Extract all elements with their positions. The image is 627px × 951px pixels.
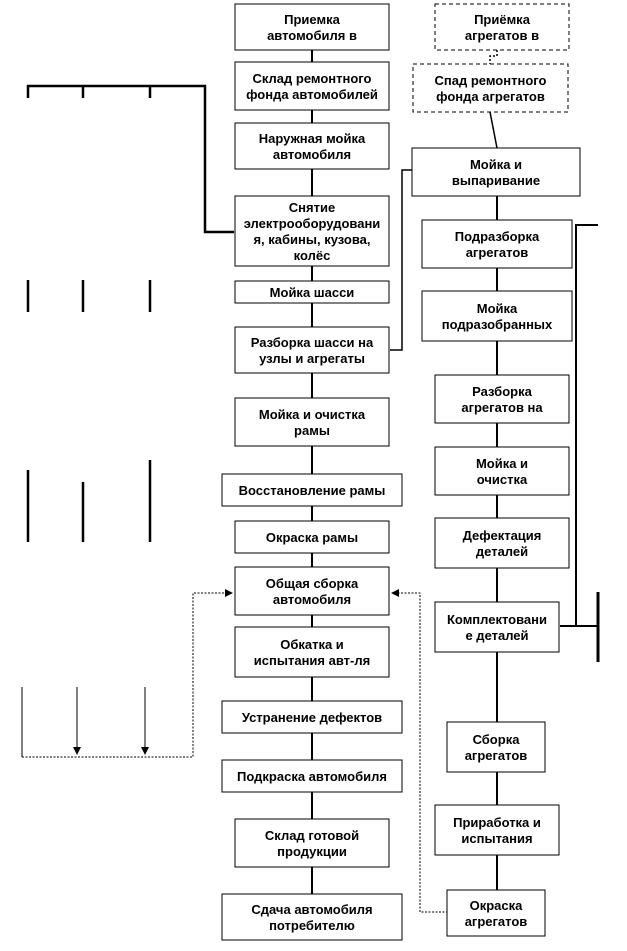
right-box-3-frame: [412, 148, 580, 196]
left-box-15-frame: [222, 894, 402, 940]
left-box-4-label: Снятие: [288, 200, 336, 215]
left-box-9: [235, 521, 389, 553]
right-box-6-frame: [435, 375, 569, 423]
left-box-13: [222, 760, 402, 792]
dashed-link: [490, 50, 497, 64]
right-box-10-label: Сборка: [472, 732, 520, 747]
right-box-2-label: Спад ремонтного: [434, 73, 547, 88]
left-box-4: [235, 196, 389, 266]
left-box-4-label: колёс: [293, 248, 331, 263]
left-box-14-frame: [235, 819, 389, 867]
left-box-12-label: Устранение дефектов: [241, 710, 383, 725]
left-box-7-frame: [235, 398, 389, 446]
right-box-5-frame: [422, 291, 572, 341]
right-box-6-label: агрегатов на: [461, 400, 543, 415]
right-box-3-label: Мойка и: [469, 157, 523, 172]
left-box-8-label: Восстановление рамы: [238, 483, 386, 498]
right-box-1-label: Приёмка: [474, 12, 530, 27]
right-box-9-label: е деталей: [465, 628, 529, 643]
left-box-10: [235, 567, 389, 615]
right-box-12: [447, 890, 545, 936]
left-box-4-label: электрооборудовани: [243, 216, 381, 231]
right-box-1-label: агрегатов в: [464, 28, 540, 43]
left-box-4-label: я, кабины, кузова,: [253, 232, 371, 247]
bracket-top-left: [28, 86, 234, 232]
left-box-14: [235, 819, 389, 867]
left-box-14-label: продукции: [277, 844, 347, 859]
left-box-15-label: Сдача автомобиля: [251, 902, 373, 917]
right-box-9-label: Комплектовани: [446, 612, 548, 627]
left-box-3: [235, 123, 389, 169]
right-box-5-label: подразобранных: [441, 317, 553, 332]
right-box-8-label: деталей: [475, 544, 529, 559]
right-box-10-label: агрегатов: [464, 748, 528, 763]
right-box-6: [435, 375, 569, 423]
left-box-15: [222, 894, 402, 940]
left-box-2-frame: [235, 62, 389, 110]
left-box-15-label: потребителю: [269, 918, 355, 933]
left-box-11-label: испытания авт-ля: [253, 653, 371, 668]
left-box-9-label: Окраска рамы: [265, 530, 359, 545]
left-box-1-frame: [235, 4, 389, 50]
right-box-10: [447, 722, 545, 772]
right-box-7-label: Мойка и: [475, 456, 529, 471]
right-box-7-label: очистка: [476, 472, 528, 487]
right-box-8: [435, 518, 569, 568]
right-box-9-frame: [435, 602, 559, 652]
left-box-5: [235, 281, 389, 303]
right-box-4-label: агрегатов: [465, 245, 529, 260]
right-box-11-frame: [435, 805, 559, 855]
left-box-2-label: Склад ремонтного: [252, 71, 372, 86]
left-box-3-label: автомобиля: [272, 147, 352, 162]
left-box-10-label: Общая сборка: [265, 576, 359, 591]
right-box-12-frame: [447, 890, 545, 936]
right-box-11-label: испытания: [461, 831, 533, 846]
right-box-4-frame: [422, 220, 572, 268]
right-box-11: [435, 805, 559, 855]
link-chassis-to-washing: [390, 170, 412, 350]
left-box-6-label: Разборка шасси на: [250, 335, 374, 350]
left-box-1: [235, 4, 389, 50]
right-box-7: [435, 447, 569, 495]
left-box-6-frame: [235, 327, 389, 373]
right-box-1: [435, 4, 569, 50]
right-box-12-label: Окраска: [469, 898, 523, 913]
left-box-2-label: фонда автомобилей: [246, 87, 378, 102]
left-box-5-label: Мойка шасси: [269, 285, 355, 300]
left-box-6: [235, 327, 389, 373]
left-box-11-label: Обкатка и: [280, 637, 344, 652]
left-box-2: [235, 62, 389, 110]
bottom-return-line: [22, 593, 232, 757]
left-box-7-label: Мойка и очистка: [258, 407, 366, 422]
right-box-8-frame: [435, 518, 569, 568]
left-box-7-label: рамы: [294, 423, 330, 438]
left-box-12: [222, 701, 402, 733]
right-box-10-frame: [447, 722, 545, 772]
left-box-11-frame: [235, 627, 389, 677]
right-box-4-label: Подразборка: [454, 229, 540, 244]
left-box-10-frame: [235, 567, 389, 615]
right-box-5-label: Мойка: [476, 301, 518, 316]
right-box-4: [422, 220, 572, 268]
left-box-7: [235, 398, 389, 446]
right-box-6-label: Разборка: [472, 384, 532, 399]
right-box-3: [412, 148, 580, 196]
r2-r3-link: [490, 112, 497, 148]
right-box-11-label: Приработка и: [453, 815, 541, 830]
right-box-1-frame: [435, 4, 569, 50]
right-box-5: [422, 291, 572, 341]
right-box-9: [435, 602, 559, 652]
right-box-7-frame: [435, 447, 569, 495]
left-box-13-label: Подкраска автомобиля: [237, 769, 387, 784]
left-box-8: [222, 474, 402, 506]
left-box-10-label: автомобиля: [272, 592, 352, 607]
left-box-1-label: автомобиля в: [267, 28, 357, 43]
right-box-2-label: фонда агрегатов: [436, 89, 545, 104]
left-box-3-label: Наружная мойка: [258, 131, 366, 146]
right-box-8-label: Дефектация: [462, 528, 542, 543]
right-box-3-label: выпаривание: [451, 173, 541, 188]
left-box-11: [235, 627, 389, 677]
left-box-1-label: Приемка: [284, 12, 340, 27]
right-box-2-frame: [413, 64, 568, 112]
right-box-12-label: агрегатов: [464, 914, 528, 929]
right-box-2: [413, 64, 568, 112]
left-box-3-frame: [235, 123, 389, 169]
left-box-6-label: узлы и агрегаты: [259, 351, 365, 366]
left-box-14-label: Склад готовой: [264, 828, 360, 843]
